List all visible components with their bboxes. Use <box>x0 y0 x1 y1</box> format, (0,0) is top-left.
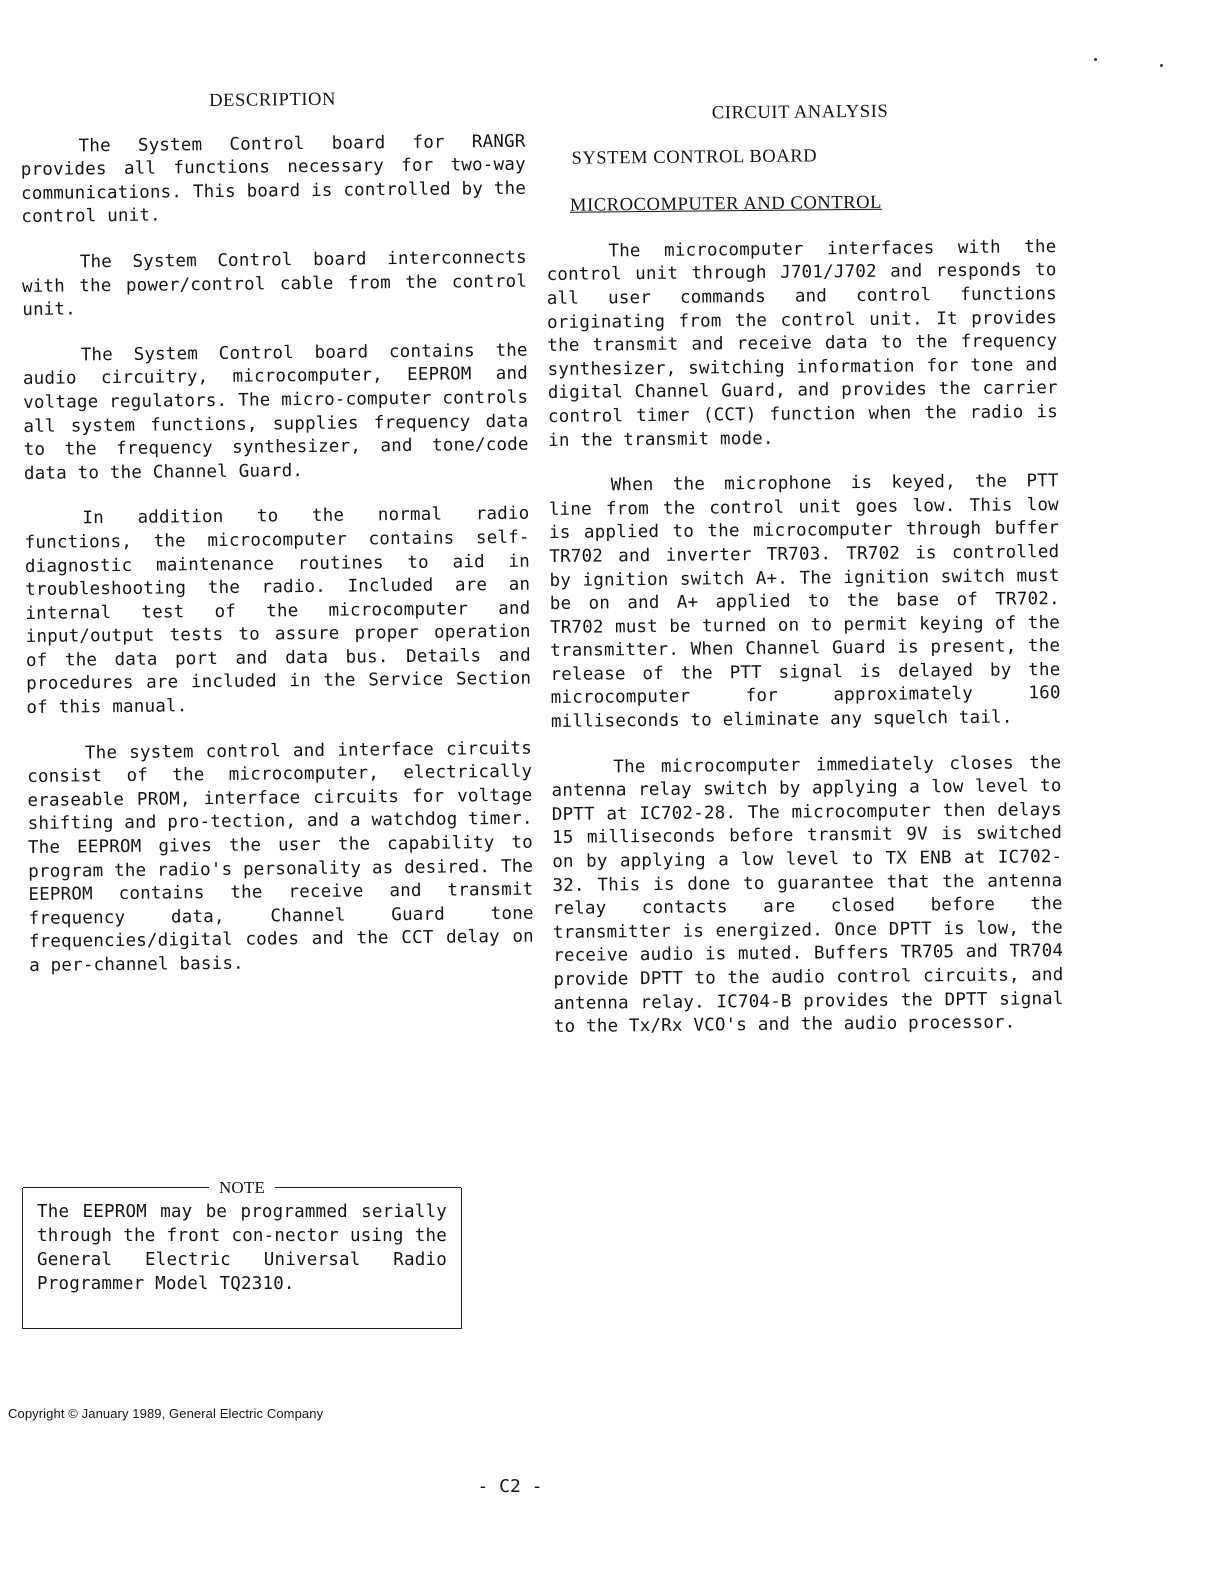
description-paragraph-3: The System Control board contains the audio circuitry, microcomputer, EEPROM and voltage regulators. The micro-computer controls all system functions, supplies frequency data to the frequency synthesizer, and tone/code data to the Channel Guard. <box>22 340 529 484</box>
description-paragraph-4: In addition to the normal radio functions, the microcomputer contains self-diagnostic maintenance routines to aid in troubleshooting the radio. Included are an internal test of the microcomputer and input/output tests to assure proper operation of the data port and data bus. Details and procedures are included in the Service Section of this manual. <box>24 504 532 719</box>
page-number: - C2 - <box>477 1476 543 1497</box>
microcomputer-section-title: MICROCOMPUTER AND CONTROL <box>569 192 883 216</box>
note-title-text: NOTE <box>209 1178 275 1197</box>
scan-speck <box>1094 58 1097 61</box>
left-column <box>20 87 534 1001</box>
copyright-notice: Copyright © January 1989, General Electric Company <box>8 1406 324 1421</box>
description-paragraph-1: The System Control board for RANGR provides all functions necessary for two-way communications. This board is controlled by the control unit. <box>20 131 527 228</box>
scan-speck <box>1160 64 1163 67</box>
analysis-paragraph-3: The microcomputer immediately closes the antenna relay switch by applying a low level to DPTT at IC702-28. The microcomputer then delays 15 milliseconds before transmit 9V is switched on by applying a low level to TX ENB at IC702-32. This is done to guarantee that the antenna relay contacts are closed before the transmitter is energized. Once DPTT is low, the receive audio is muted. Buffers TR705 and TR704 provide DPTT to the audio control circuits, and antenna relay. IC704-B provides the DPTT signal to the Tx/Rx VCO's and the audio processor. <box>551 752 1064 1038</box>
circuit-analysis-heading: CIRCUIT ANALYSIS <box>711 101 889 124</box>
right-column <box>545 99 1064 1062</box>
note-title <box>23 1176 461 1200</box>
description-paragraph-2: The System Control board interconnects with the power/control cable from the control unit. <box>21 247 528 321</box>
description-paragraph-5: The system control and interface circuits consist of the microcomputer, electrically eraseable PROM, interface circuits for voltage shifting and pro-tection, and a watchdog timer. The EEPROM gives the user the capability to program the radio's personality as desired. The EEPROM contains the receive and transmit frequency data, Channel Guard tone frequencies/digital codes and the CCT delay on a per-channel basis. <box>27 738 534 976</box>
analysis-paragraph-1: The microcomputer interfaces with the control unit through J701/J702 and responds to all user commands and control functions originating from the control unit. It provides the transmit and receive data to the frequency synthesizer, switching information for tone and digital Channel Guard, and provides the carrier control timer (CCT) function when the radio is in the transmit mode. <box>546 236 1059 451</box>
note-box <box>22 1178 462 1329</box>
description-heading: DESCRIPTION <box>209 89 337 112</box>
analysis-paragraph-2: When the microphone is keyed, the PTT line from the control unit goes low. This low is applied to the microcomputer through buffer TR702 and inverter TR703. TR702 is controlled by ignition switch A+. The ignition switch must be on and A+ applied to the base of TR702. TR702 must be turned on to permit keying of the transmitter. When Channel Guard is present, the release of the PTT signal is delayed by the microcomputer for approximately 160 milliseconds to eliminate any squelch tail. <box>548 471 1061 733</box>
system-control-board-subheading: SYSTEM CONTROL BOARD <box>571 145 818 169</box>
note-text: The EEPROM may be programmed serially through the front con-nector using the General Electric Universal Radio Programmer Model TQ2310. <box>37 1202 447 1294</box>
